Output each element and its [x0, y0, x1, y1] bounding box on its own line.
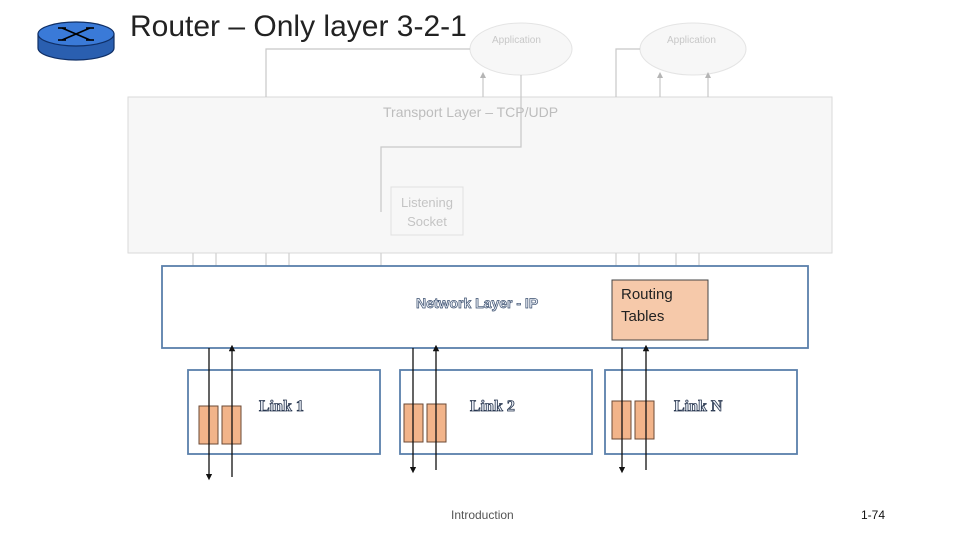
link-label-1: Link 1	[259, 398, 304, 415]
listening-socket-label	[391, 193, 463, 231]
routing-tables-label	[621, 284, 673, 328]
transport-layer-label: Transport Layer – TCP/UDP	[383, 104, 559, 120]
link-label-n: Link N	[674, 398, 723, 415]
application-bubble-1	[470, 23, 572, 75]
port-nb	[635, 401, 654, 439]
link-label-2: Link 2	[470, 398, 515, 415]
footer-introduction: Introduction	[451, 508, 514, 522]
network-layer-label: Network Layer - IP	[416, 295, 539, 311]
slide-title: Router – Only layer 3-2-1	[130, 10, 467, 43]
application-label-2: Application	[667, 35, 716, 46]
listening-socket-line-2: Socket	[407, 214, 447, 229]
transport-layer-box	[128, 97, 832, 253]
listening-socket-line-1: Listening	[400, 195, 454, 210]
router-icon	[38, 22, 114, 60]
page-number: 1-74	[861, 508, 886, 522]
routing-tables-line-1: Routing	[621, 286, 673, 303]
application-label-1: Application	[492, 35, 541, 46]
faded-transport-network-lines	[193, 253, 699, 266]
routing-tables-line-2: Tables	[621, 308, 665, 325]
application-bubble-2	[640, 23, 746, 75]
